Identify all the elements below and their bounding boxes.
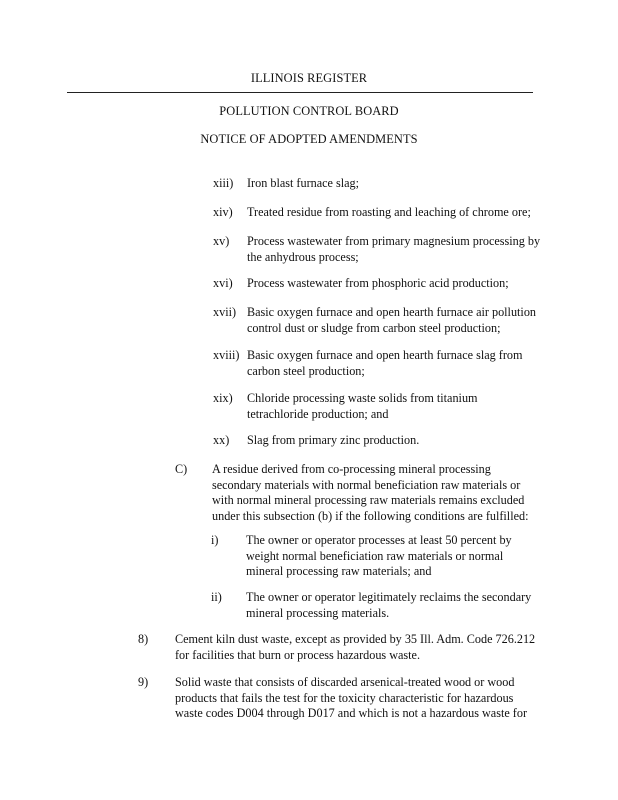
item-text: The owner or operator legitimately reclaims the secondary mineral processing materials. xyxy=(246,590,532,620)
item-label: ii) xyxy=(211,590,222,604)
item-text: Process wastewater from primary magnesium processing by the anhydrous process; xyxy=(247,234,541,264)
notice-title: NOTICE OF ADOPTED AMENDMENTS xyxy=(200,132,418,146)
item-text: Cement kiln dust waste, except as provided by 35 Ill. Adm. Code 726.212 for facilities that burn or process hazardous waste. xyxy=(175,632,536,662)
header-rule xyxy=(67,92,533,93)
board-title: POLLUTION CONTROL BOARD xyxy=(219,104,399,118)
item-label: xx) xyxy=(213,433,230,447)
item-label: xiv) xyxy=(213,205,233,219)
item-text: Chloride processing waste solids from titanium tetrachloride production; and xyxy=(247,391,478,421)
item-text: Basic oxygen furnace and open hearth furnace air pollution control dust or sludge from carbon steel production; xyxy=(247,305,537,335)
item-text: Solid waste that consists of discarded arsenical-treated wood or wood products that fails the test for the toxicity characteristic for hazardous waste codes D004 through D017 and which is not a hazardous waste for xyxy=(175,675,527,720)
register-title: ILLINOIS REGISTER xyxy=(250,71,368,85)
item-text: Process wastewater from phosphoric acid production; xyxy=(247,276,509,290)
item-label: xviii) xyxy=(213,348,240,362)
item-label: xvi) xyxy=(213,276,233,290)
item-label: 9) xyxy=(138,675,149,689)
item-label: xvii) xyxy=(213,305,237,319)
item-label: xiii) xyxy=(213,176,234,190)
item-label: C) xyxy=(175,462,188,476)
item-text: Basic oxygen furnace and open hearth furnace slag from carbon steel production; xyxy=(247,348,523,378)
item-text: The owner or operator processes at least 50 percent by weight normal beneficiation raw materials or normal mineral processing raw materials; and xyxy=(246,533,512,578)
item-label: i) xyxy=(211,533,219,547)
item-text: Iron blast furnace slag; xyxy=(247,176,360,190)
item-label: xix) xyxy=(213,391,233,405)
item-label: 8) xyxy=(138,632,149,646)
item-text: A residue derived from co-processing mineral processing secondary materials with normal beneficiation raw materials or with normal mineral processing raw materials remains excluded under this subsection (b) if the following conditions are fulfilled: xyxy=(212,462,529,523)
item-text: Slag from primary zinc production. xyxy=(247,433,420,447)
item-label: xv) xyxy=(213,234,230,248)
item-text: Treated residue from roasting and leaching of chrome ore; xyxy=(247,205,531,219)
